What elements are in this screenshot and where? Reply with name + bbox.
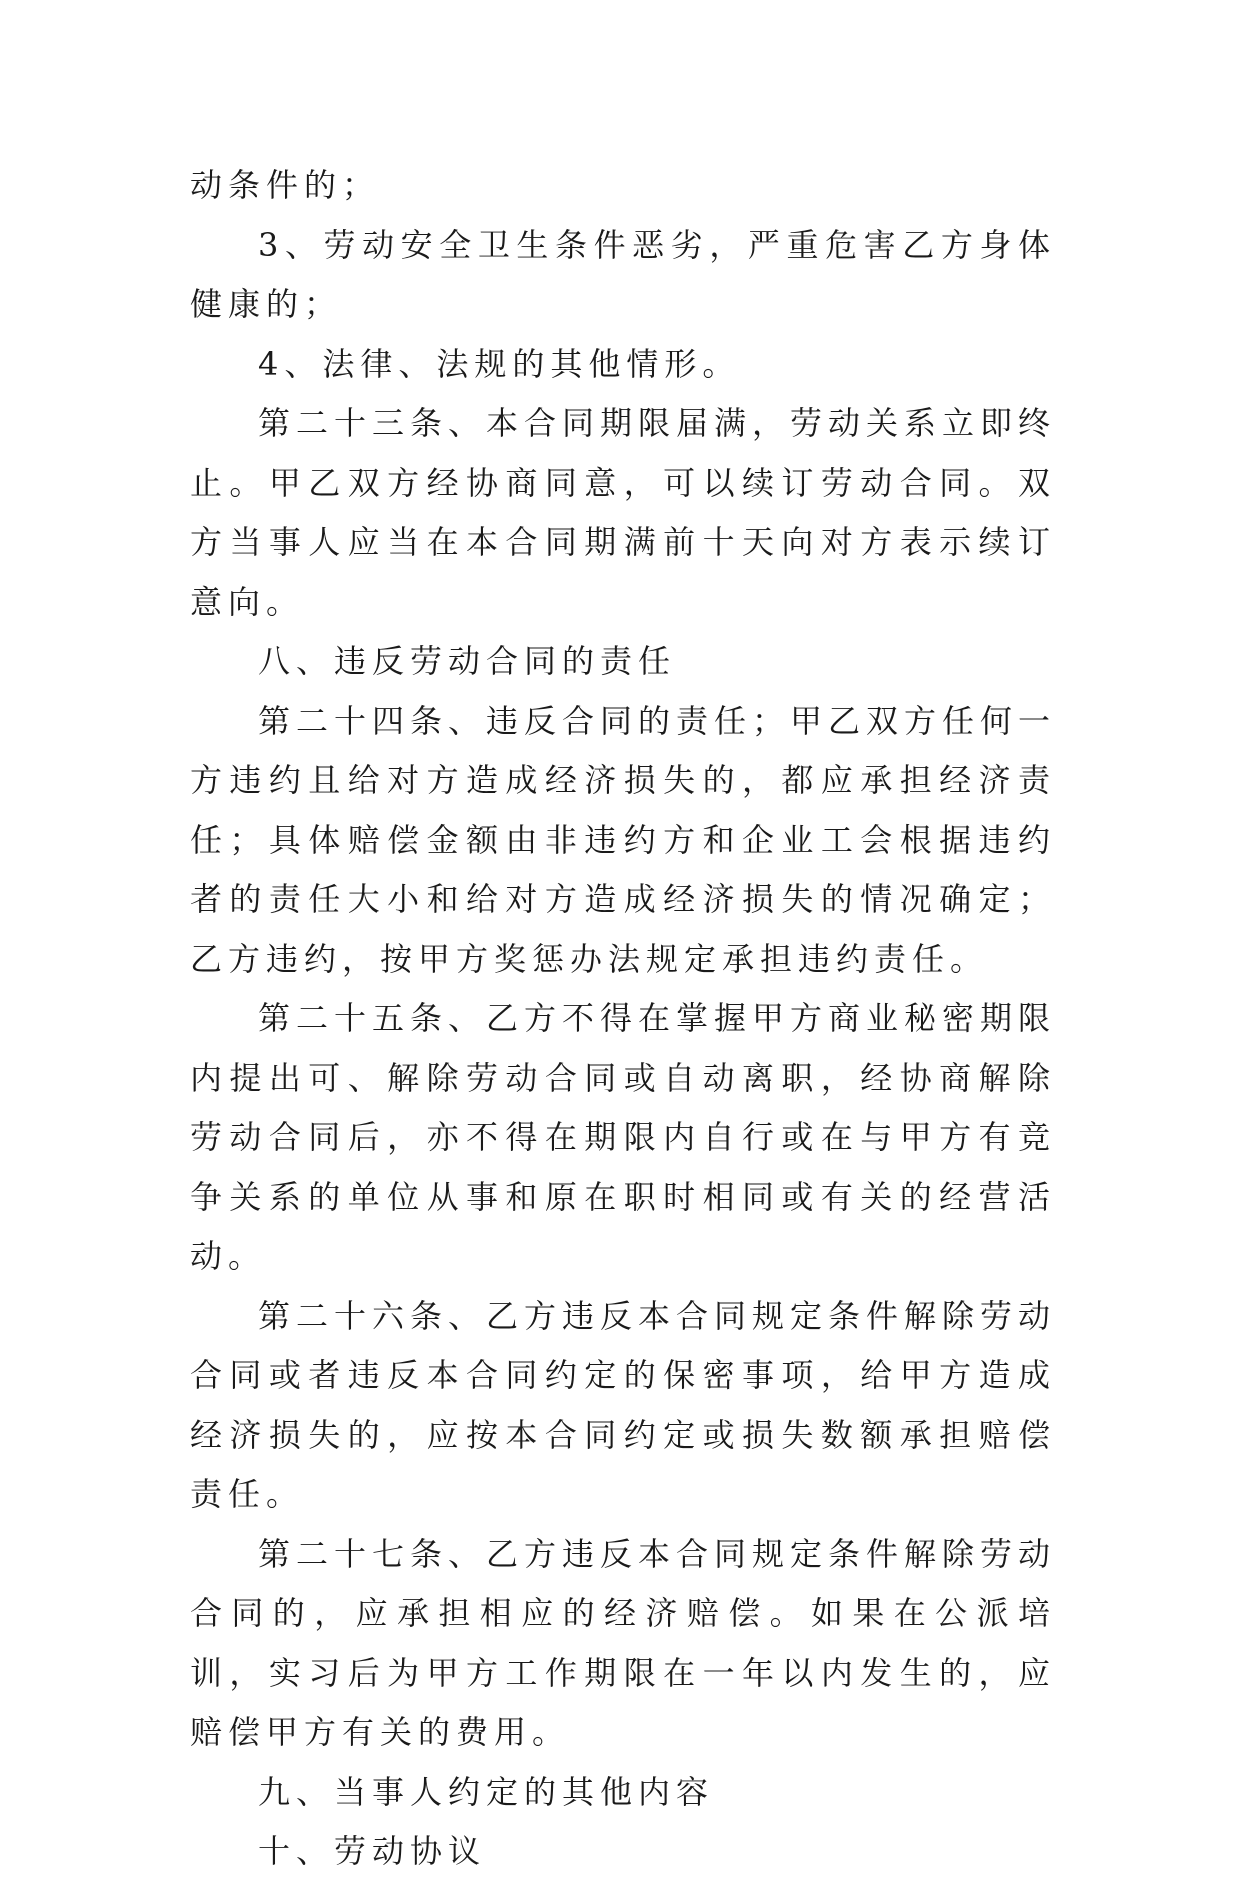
paragraph-article-26: 第二十六条、乙方违反本合同规定条件解除劳动合同或者违反本合同约定的保密事项，给甲方造成经济损失的，应按本合同约定或损失数额承担赔偿责任。 bbox=[190, 1296, 1057, 1513]
paragraph-article-27: 第二十七条、乙方违反本合同规定条件解除劳动合同的，应承担相应的经济赔偿。如果在公派培训，实习后为甲方工作期限在一年以内发生的，应赔偿甲方有关的费用。 bbox=[190, 1534, 1057, 1751]
document-body bbox=[190, 156, 1056, 1882]
paragraph-item-4: 4、法律、法规的其他情形。 bbox=[258, 344, 741, 383]
paragraph-continuation: 动条件的； bbox=[190, 166, 381, 204]
paragraph-article-24: 第二十四条、违反合同的责任；甲乙双方任何一方违约且给对方造成经济损失的，都应承担经济责任；具体赔偿金额由非违约方和企业工会根据违约者的责任大小和给对方造成经济损失的情况确定；乙方违约，按甲方奖惩办法规定承担违约责任。 bbox=[190, 701, 1057, 978]
paragraph-article-25: 第二十五条、乙方不得在掌握甲方商业秘密期限内提出可、解除劳动合同或自动离职，经协商解除劳动合同后，亦不得在期限内自行或在与甲方有竞争关系的单位从事和原在职时相同或有关的经营活动。 bbox=[190, 999, 1057, 1275]
section-heading-8: 八、违反劳动合同的责任 bbox=[258, 642, 677, 680]
section-heading-10: 十、劳动协议 bbox=[258, 1832, 487, 1870]
paragraph-article-23: 第二十三条、本合同期限届满，劳动关系立即终止。甲乙双方经协商同意，可以续订劳动合同。双方当事人应当在本合同期满前十天向对方表示续订意向。 bbox=[190, 404, 1057, 621]
section-heading-9: 九、当事人约定的其他内容 bbox=[258, 1772, 715, 1811]
paragraph-item-3: 3、劳动安全卫生条件恶劣，严重危害乙方身体健康的； bbox=[190, 225, 1056, 323]
